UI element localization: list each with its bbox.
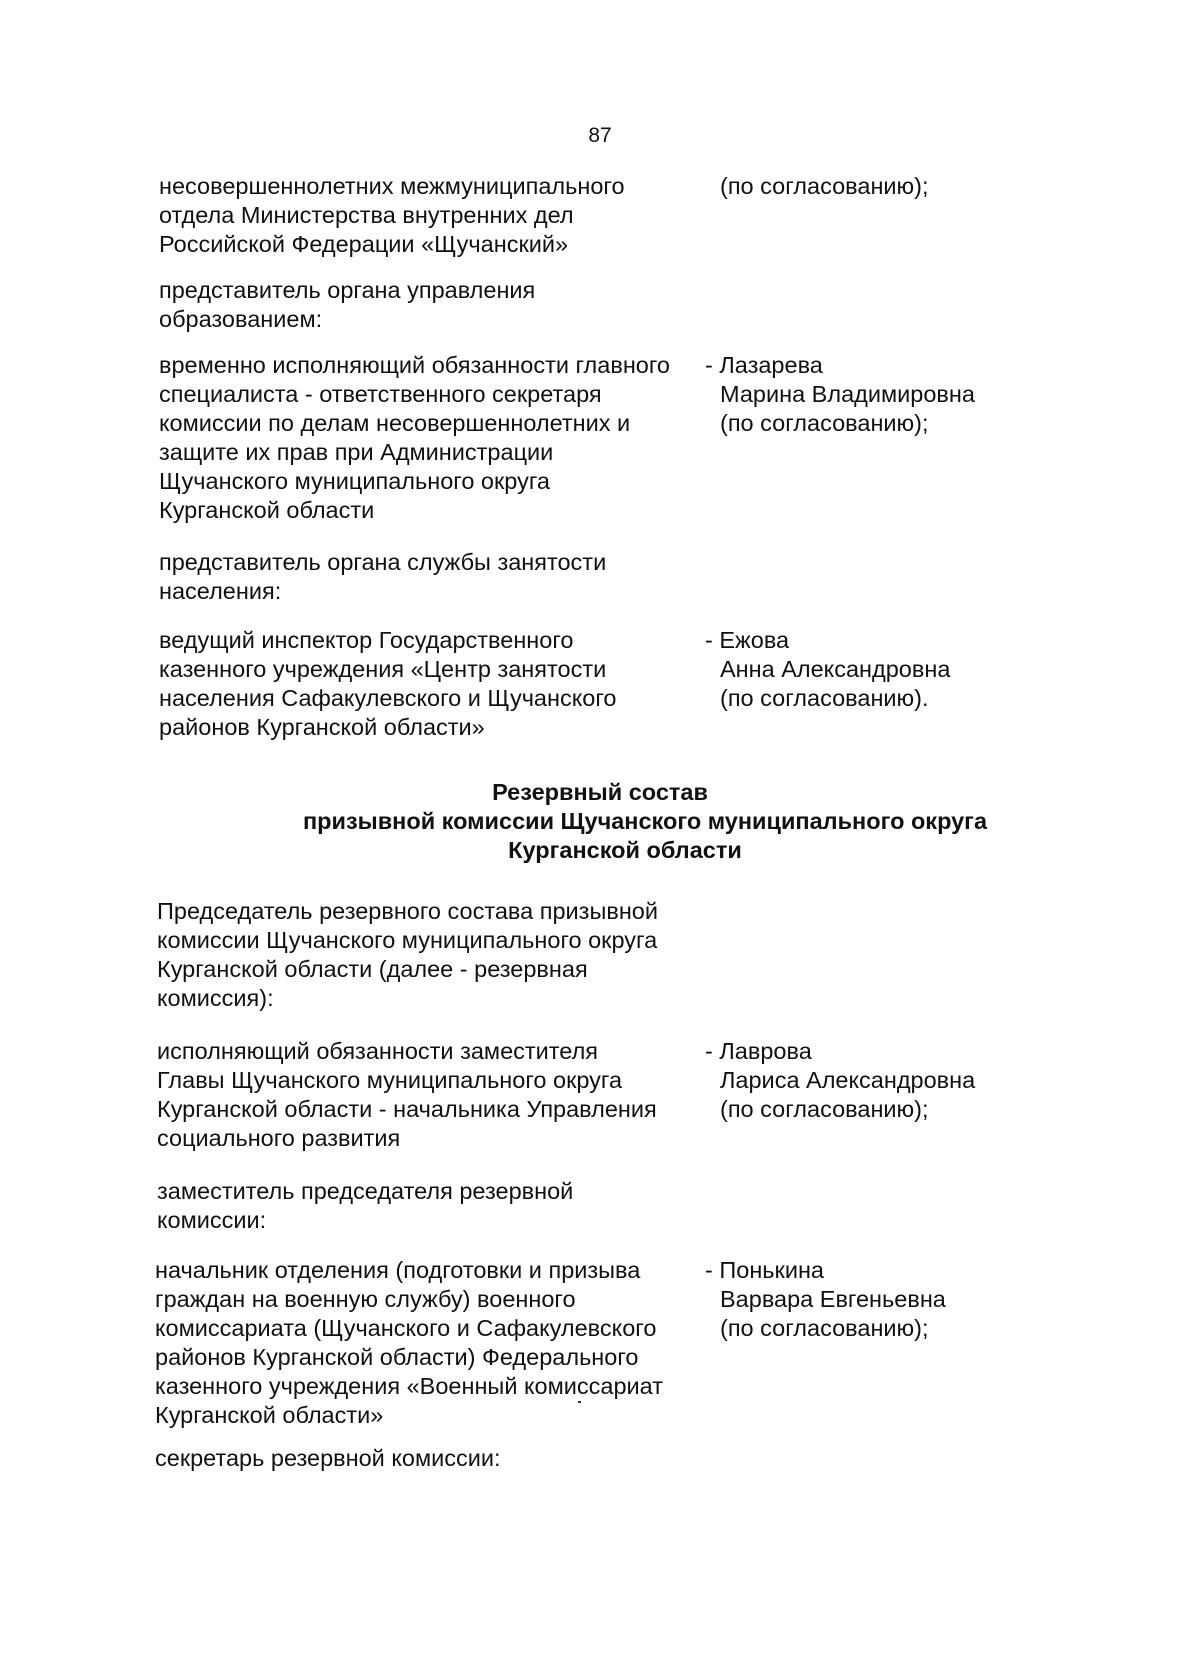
entry-person — [720, 172, 1120, 201]
text-line: комиссии по делам несовершеннолетних и — [159, 410, 631, 436]
text-line: - Лаврова — [705, 1038, 812, 1064]
text-line: Председатель резервного состава призывной — [157, 898, 658, 924]
reserve-entry-position — [157, 1037, 717, 1153]
reserve-entry-person — [705, 1256, 1105, 1343]
entry-person — [705, 626, 1105, 713]
text-line: специалиста - ответственного секретаря — [159, 381, 602, 407]
entry-position — [159, 172, 719, 259]
text-line: Щучанского муниципального округа — [159, 468, 550, 494]
reserve-entry-position — [155, 1444, 715, 1473]
text-line: (по согласованию). — [720, 685, 929, 711]
text-line: защите их прав при Администрации — [159, 439, 554, 465]
text-line: (по согласованию); — [720, 410, 929, 436]
text-line: отдела Министерства внутренних дел — [159, 202, 574, 228]
text-line: Курганской области (далее - резервная — [157, 956, 588, 982]
text-line: Курганской области — [159, 497, 375, 523]
text-line: социального развития — [157, 1125, 401, 1151]
text-line: ведущий инспектор Государственного — [159, 627, 574, 653]
text-line: населения: — [159, 578, 282, 604]
text-line: начальник отделения (подготовки и призыва — [155, 1257, 641, 1283]
text-line: заместитель председателя резервной — [157, 1178, 574, 1204]
text-line: граждан на военную службу) военного — [155, 1286, 576, 1312]
text-line: комиссии: — [157, 1207, 267, 1233]
text-line: Главы Щучанского муниципального округа — [157, 1067, 623, 1093]
text-line: Лариса Александровна — [720, 1067, 976, 1093]
text-line: населения Сафакулевского и Щучанского — [159, 685, 617, 711]
text-line: Анна Александровна — [720, 656, 951, 682]
entry-position — [159, 626, 719, 742]
text-line: - Понькина — [705, 1257, 824, 1283]
text-line: Курганской области - начальника Управления — [157, 1096, 657, 1122]
text-line: районов Курганской области) Федерального — [155, 1344, 639, 1370]
text-line: представитель органа управления — [159, 277, 536, 303]
section-heading — [0, 778, 1200, 865]
text-line: казенного учреждения «Военный комиссариат — [155, 1373, 663, 1399]
reserve-entry-position — [157, 897, 717, 1013]
entry-person — [705, 351, 1105, 438]
text-line: Курганской области» — [155, 1402, 384, 1428]
text-line: исполняющий обязанности заместителя — [157, 1038, 599, 1064]
text-line: (по согласованию); — [720, 173, 929, 199]
text-line: - Лазарева — [705, 352, 823, 378]
heading-line: призывной комиссии Щучанского муниципального округа — [302, 808, 988, 834]
reserve-entry-person — [705, 1037, 1105, 1124]
text-line: (по согласованию); — [720, 1315, 929, 1341]
text-line: казенного учреждения «Центр занятости — [159, 656, 607, 682]
text-line: несовершеннолетних межмуниципального — [159, 173, 625, 199]
text-line: районов Курганской области» — [159, 714, 485, 740]
heading-line: Резервный состав — [492, 779, 708, 805]
text-line: представитель органа службы занятости — [159, 549, 607, 575]
entry-position — [159, 548, 719, 606]
text-line: (по согласованию); — [720, 1096, 929, 1122]
heading-line: Курганской области — [508, 837, 742, 863]
text-line: временно исполняющий обязанности главного — [159, 352, 670, 378]
text-line: Российской Федерации «Щучанский» — [159, 231, 569, 257]
text-line: комиссии Щучанского муниципального округа — [157, 927, 658, 953]
reserve-entry-position — [155, 1256, 715, 1430]
text-line: Варвара Евгеньевна — [720, 1286, 946, 1312]
entry-position — [159, 351, 719, 525]
text-line: секретарь резервной комиссии: — [155, 1445, 501, 1471]
reserve-entry-position — [157, 1177, 717, 1235]
text-line: комиссариата (Щучанского и Сафакулевского — [155, 1315, 657, 1341]
scan-speck — [578, 1401, 581, 1403]
entry-position — [159, 276, 719, 334]
text-line: образованием: — [159, 306, 323, 332]
page-number: 87 — [588, 124, 612, 147]
text-line: - Ежова — [705, 627, 790, 653]
text-line: Марина Владимировна — [720, 381, 975, 407]
text-line: комиссия): — [157, 985, 274, 1011]
